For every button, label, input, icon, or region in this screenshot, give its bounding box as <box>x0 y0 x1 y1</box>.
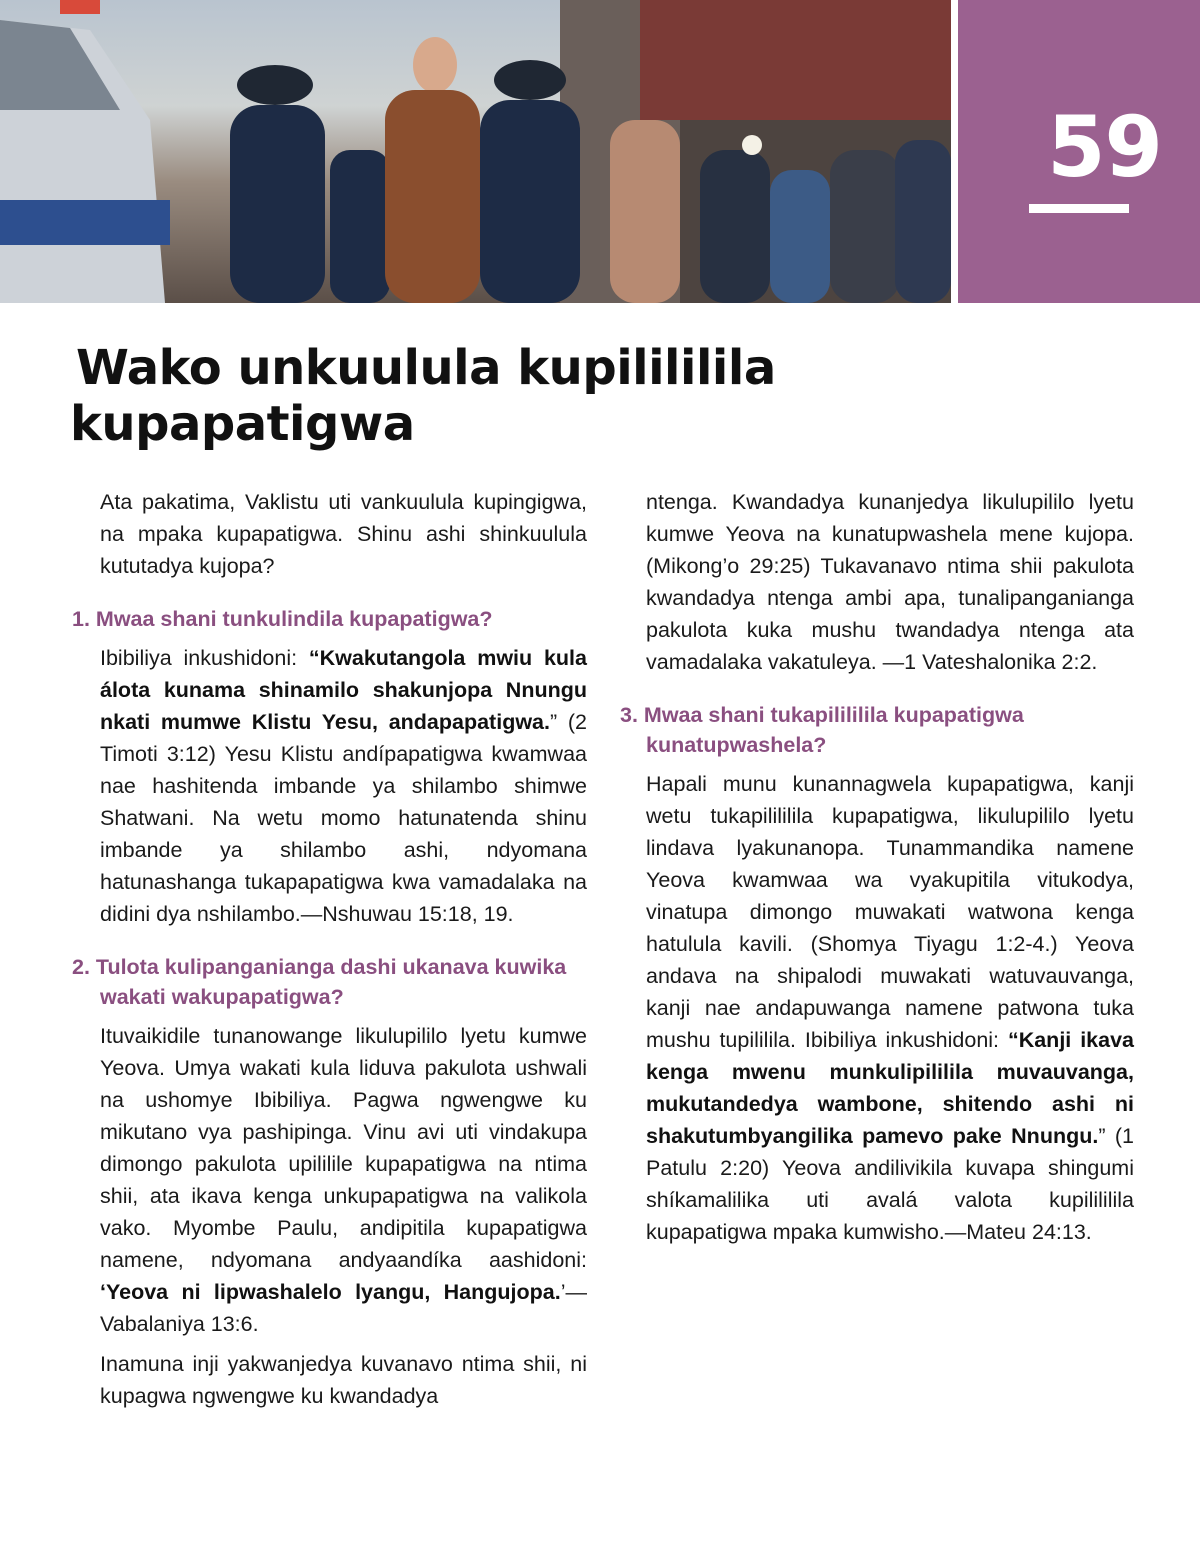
question-3-paragraph <box>620 768 1134 1248</box>
q2-text-after: ’—Vabalaniya 13:6. <box>100 1280 587 1336</box>
q2-scripture-quote: ‘Yeova ni lipwashalelo lyangu, Hangujopa. <box>100 1280 561 1304</box>
q3-scripture-quote: “Kanji ikava kenga mwenu munkulipililila muvauvanga, mukutandedya wambone, shitendo ashi ni shakutumbyangilika pamevo pake Nnungu. <box>646 1028 1134 1148</box>
question-2-paragraph-1 <box>72 1020 587 1340</box>
title-line-2: kupapatigwa <box>70 396 415 452</box>
question-1-heading: 1. Mwaa shani tunkulindila kupapatigwa? <box>72 607 493 631</box>
lesson-number-badge <box>958 0 1200 303</box>
arrest-scene-illustration <box>0 0 951 303</box>
left-column <box>72 486 587 1420</box>
page-title <box>70 340 830 452</box>
intro-paragraph: Ata pakatima, Vaklistu uti vankuulula kupingigwa, na mpaka kupapatigwa. Shinu ashi shinkuulula kututadya kujopa? <box>100 490 587 578</box>
q3-text-after: ” (1 Patulu 2:20) Yeova andilivikila kuvapa shingumi shíkamalilika uti avalá valota kupilililila kupapatigwa mpaka kumwisho.—Mateu 24:13. <box>646 1124 1135 1244</box>
q1-scripture-quote: “Kwakutangola mwiu kula álota kunama shinamilo shakunjopa Nnungu nkati mumwe Klistu Yesu, andapapatigwa. <box>100 646 587 734</box>
q1-text-after: ” (2 Timoti 3:12) Yesu Klistu andípapatigwa kwamwaa nae hashitenda imbande ya shilambo shimwe Shatwani. Na wetu momo hatunatenda shinu imbande ya shilambo ashi, ndyomana hatunashanga tukapapatigwa kwa vamadalaka na didini dya nshilambo.—Nshuwau 15:18, 19. <box>100 710 587 926</box>
q1-text-before: Ibibiliya inkushidoni: <box>100 646 309 670</box>
question-2-heading: 2. Tulota kulipanganianga dashi ukanava kuwika wakati wakupapatigwa? <box>72 955 567 1009</box>
question-2-paragraph-2-continued: ntenga. Kwandadya kunanjedya likulupililo lyetu kumwe Yeova na kunatupwashela mene kujopa. (Mikong’o 29:25) Tukavanavo ntima shii pakulota kwandadya ntenga ambi apa, tunalipanganianga pakulota kuka mushu twandadya ntenga ata vamadalaka vakatuleya. —1 Vateshalonika 2:2. <box>646 490 1134 674</box>
question-1-paragraph <box>72 642 587 930</box>
lesson-number: 59 <box>1047 98 1162 196</box>
question-3-heading: 3. Mwaa shani tukapilililila kupapatigwa kunatupwashela? <box>620 703 1024 757</box>
title-line-1: Wako unkuulula kupilililila <box>76 340 776 396</box>
header-photo <box>0 0 951 303</box>
question-2-paragraph-2-start: Inamuna inji yakwanjedya kuvanavo ntima shii, ni kupagwa ngwengwe ku kwandadya <box>100 1352 587 1408</box>
q2-text-before: Ituvaikidile tunanowange likulupililo lyetu kumwe Yeova. Umya wakati kula liduva pakulota ushwali na ushomye Ibibiliya. Pagwa ngwengwe ku mikutano vya pashipinga. Vinu avi uti vindakupa dimongo pakulota upililile kupapatigwa na ntima shii, ata ikava kenga unkupapatigwa na valikola vako. Myombe Paulu, andipitila kupapatigwa namene, ndyomana andyaandíka aashidoni: <box>100 1024 587 1272</box>
q3-text-before: Hapali munu kunannagwela kupapatigwa, kanji wetu tukapilililila kupapatigwa, likulupililo lyetu lindava lyakunanopa. Tunammandika namene Yeova kwamwaa wa vyakupitila vitukodya, vinatupa dimongo muwakati watwona kenga hatulula kavili. (Shomya Tiyagu 1:2-4.) Yeova andava na shipalodi muwakati watuvauvanga, kanji nae andapuwanga namene patwona tuka mushu tupililila. Ibibiliya inkushidoni: <box>646 772 1134 1052</box>
right-column <box>620 486 1134 1256</box>
badge-underline <box>1029 204 1129 213</box>
